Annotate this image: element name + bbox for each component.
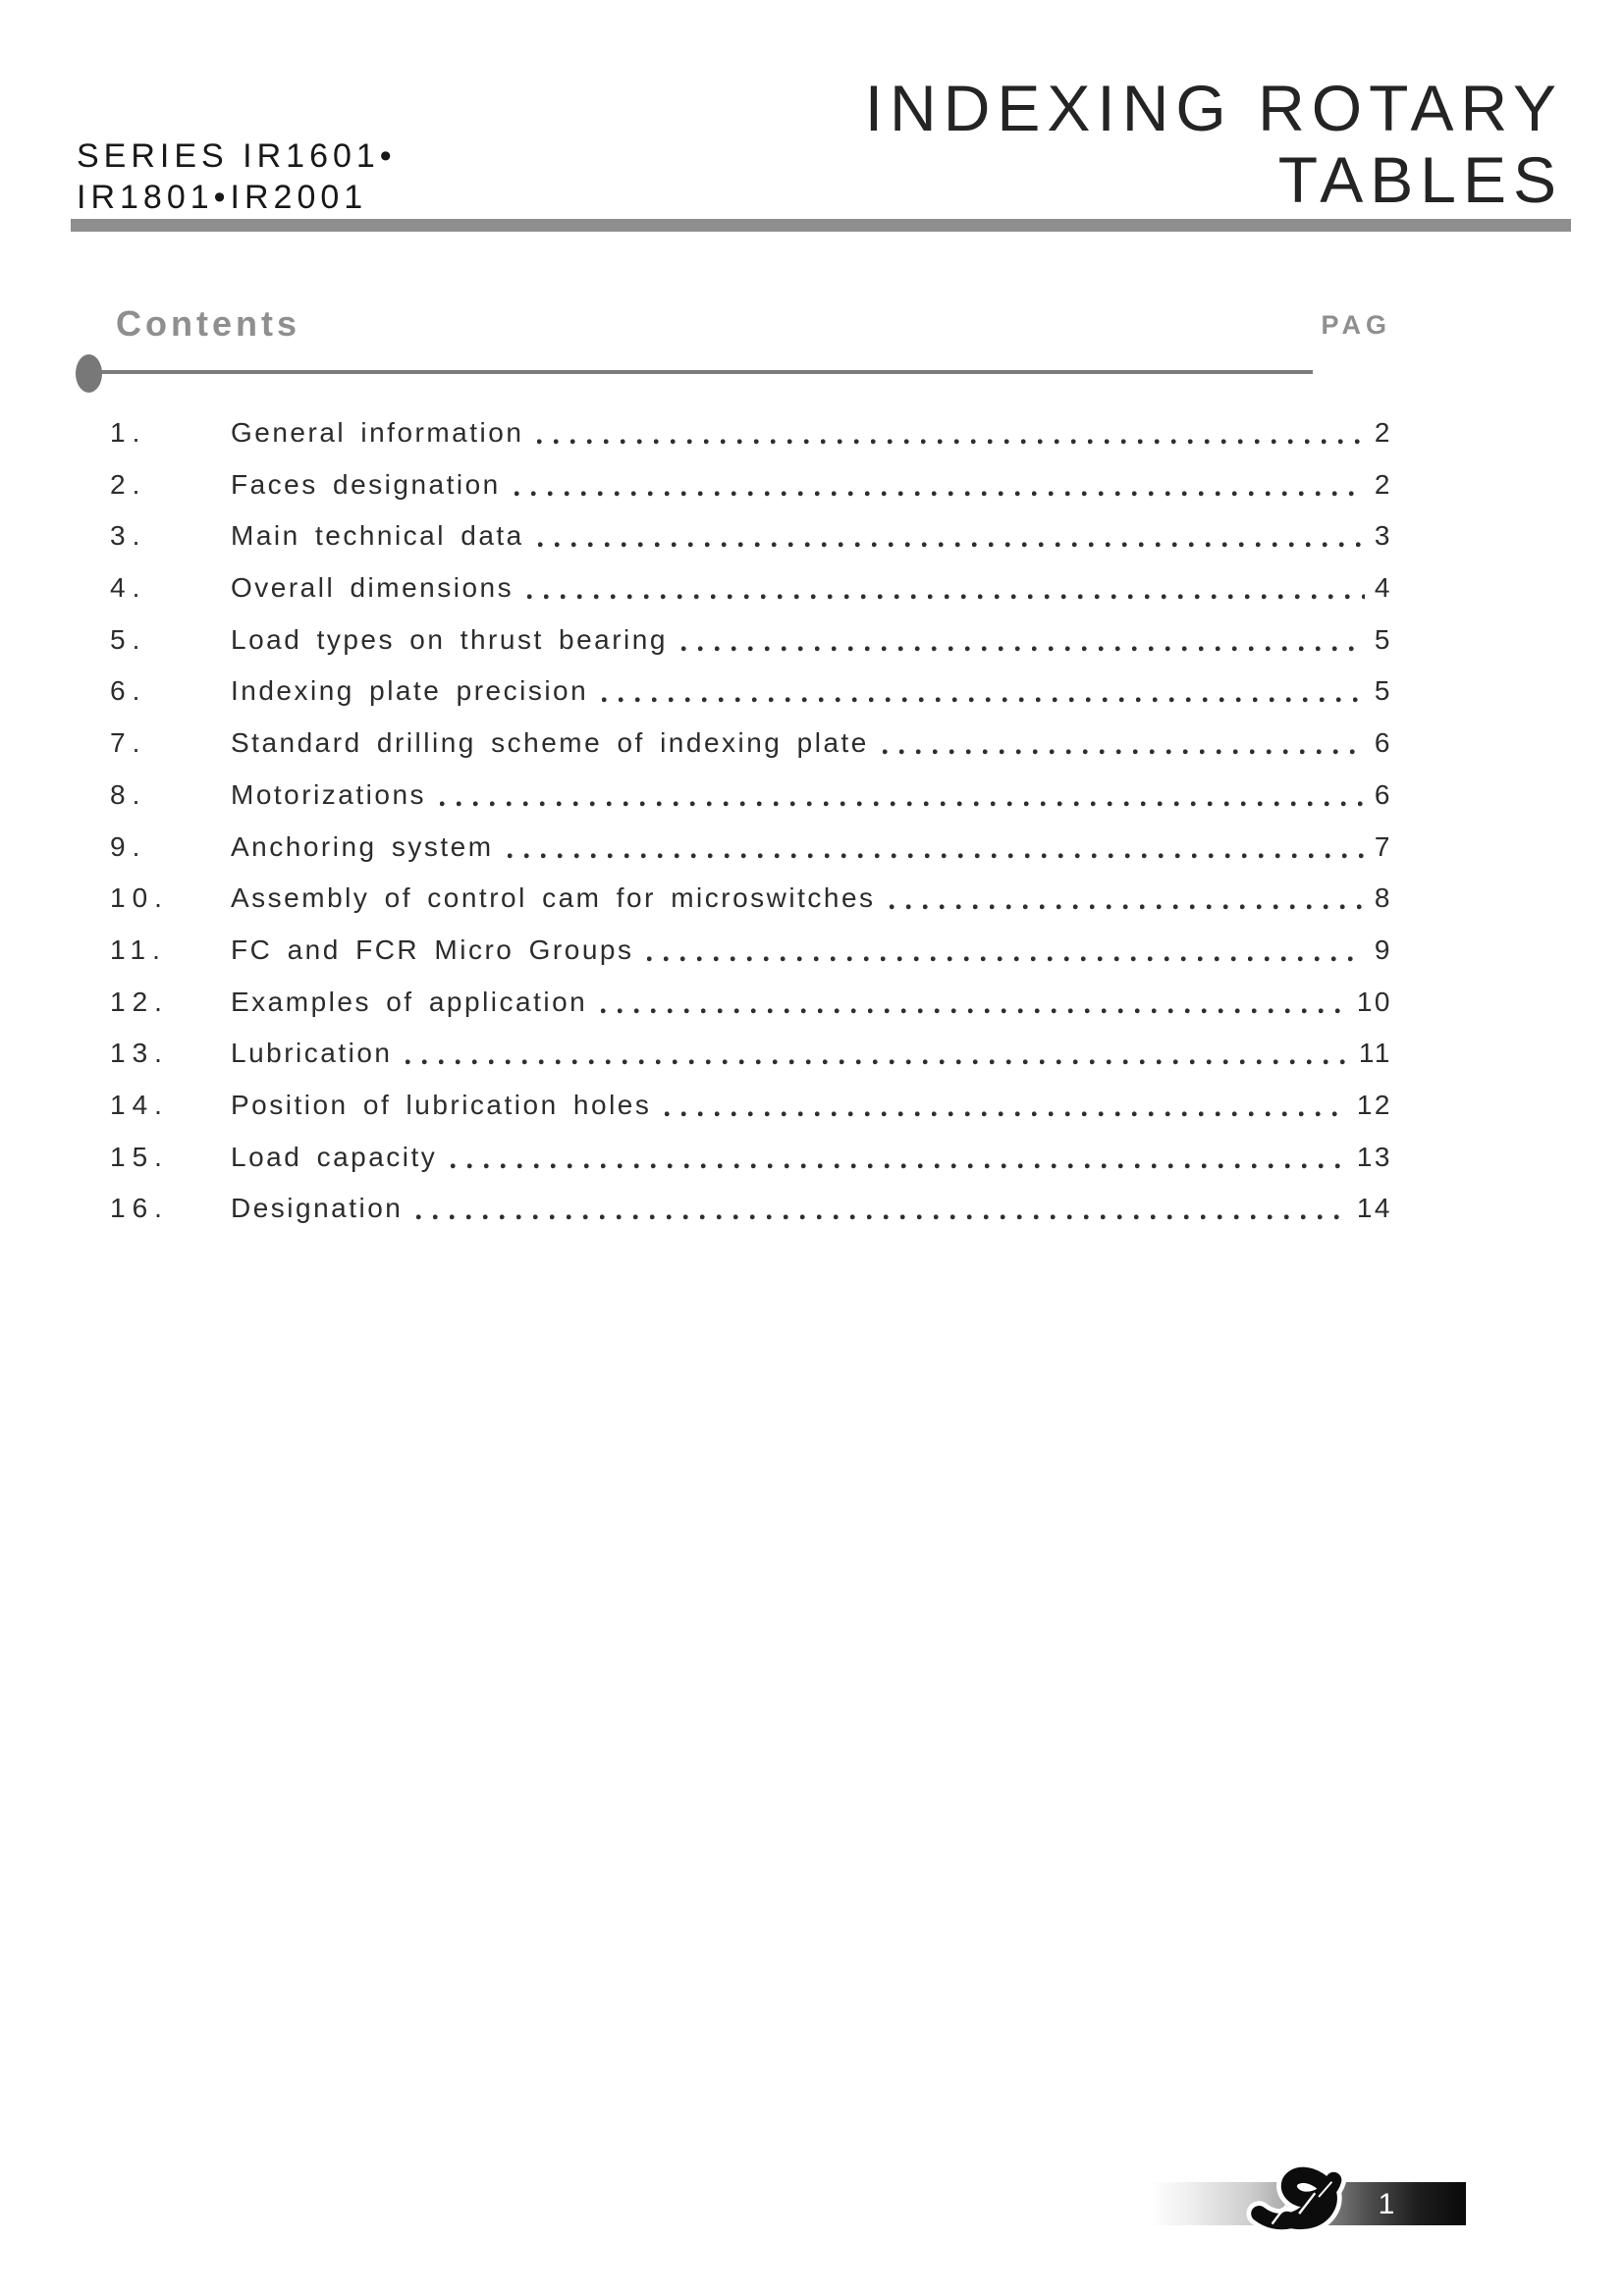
page-title <box>865 73 1563 216</box>
toc-item-title: Overall dimensions <box>231 572 514 604</box>
toc-item-title: Standard drilling scheme of indexing plate <box>231 727 869 759</box>
dot-leader <box>665 1111 1346 1117</box>
dot-leader <box>527 594 1365 600</box>
toc-item-page: 12 <box>1356 1089 1392 1120</box>
toc-row <box>110 1192 1392 1224</box>
dot-leader <box>537 439 1365 445</box>
table-of-contents <box>110 416 1392 1244</box>
header-divider-bar <box>71 219 1571 232</box>
toc-row <box>110 778 1392 811</box>
toc-row <box>110 623 1392 656</box>
contents-divider-line <box>88 370 1313 374</box>
toc-item-title: Assembly of control cam for microswitches <box>231 882 876 914</box>
toc-row <box>110 571 1392 604</box>
dot-leader <box>602 697 1365 703</box>
dot-leader <box>416 1214 1346 1220</box>
dot-leader <box>601 1008 1347 1014</box>
series-line-1: SERIES IR1601• <box>77 137 397 175</box>
toc-item-number: 2. <box>110 468 147 500</box>
toc-item-title: Lubrication <box>231 1038 393 1069</box>
toc-item-page: 3 <box>1374 520 1392 552</box>
dot-leader <box>451 1163 1347 1169</box>
toc-item-title: Motorizations <box>231 778 427 810</box>
toc-row <box>110 934 1392 966</box>
toc-row <box>110 1037 1392 1069</box>
page-title-line-1: INDEXING ROTARY <box>864 72 1563 144</box>
dot-leader <box>508 853 1365 859</box>
dot-leader <box>440 801 1365 807</box>
toc-item-number: 16. <box>110 1193 169 1224</box>
toc-row <box>110 468 1392 501</box>
toc-item-number: 1. <box>110 417 147 448</box>
toc-item-page: 2 <box>1374 468 1392 500</box>
dot-leader <box>883 749 1365 755</box>
toc-row <box>110 1141 1392 1173</box>
toc-row <box>110 726 1392 759</box>
toc-item-number: 7. <box>110 727 147 759</box>
toc-item-number: 9. <box>110 830 147 862</box>
toc-row <box>110 986 1392 1018</box>
footer-page-number: 1 <box>1378 2188 1395 2220</box>
toc-item-page: 5 <box>1374 623 1392 655</box>
toc-item-title: Main technical data <box>231 520 524 552</box>
toc-item-page: 8 <box>1374 882 1392 914</box>
toc-item-page: 6 <box>1374 727 1392 759</box>
toc-item-title: Load types on thrust bearing <box>231 623 668 655</box>
page-title-line-2: TABLES <box>1277 143 1563 216</box>
toc-item-number: 15. <box>110 1141 169 1172</box>
toc-row <box>110 830 1392 863</box>
toc-row <box>110 881 1392 914</box>
toc-item-page: 10 <box>1356 986 1392 1017</box>
toc-item-page: 7 <box>1374 830 1392 862</box>
toc-item-page: 6 <box>1374 778 1392 810</box>
dot-leader <box>514 491 1365 497</box>
toc-item-title: General information <box>231 417 524 448</box>
toc-item-number: 13. <box>110 1038 169 1069</box>
toc-item-number: 12. <box>110 986 169 1017</box>
toc-row <box>110 519 1392 552</box>
contents-divider-dot <box>76 354 102 393</box>
toc-row <box>110 674 1392 707</box>
toc-item-title: Indexing plate precision <box>231 675 589 707</box>
toc-item-page: 2 <box>1374 417 1392 448</box>
toc-item-title: Examples of application <box>231 986 588 1017</box>
toc-item-number: 11. <box>110 934 167 965</box>
toc-item-page: 9 <box>1374 934 1392 965</box>
toc-item-number: 8. <box>110 778 147 810</box>
toc-item-number: 3. <box>110 520 147 552</box>
toc-item-number: 14. <box>110 1089 169 1120</box>
toc-item-title: Anchoring system <box>231 830 494 862</box>
toc-row <box>110 416 1392 449</box>
dot-leader <box>647 956 1364 962</box>
toc-item-title: Designation <box>231 1193 404 1224</box>
toc-item-page: 13 <box>1356 1141 1392 1172</box>
dot-leader <box>406 1059 1348 1065</box>
toc-item-page: 5 <box>1374 675 1392 707</box>
toc-row <box>110 1089 1392 1121</box>
toc-item-title: FC and FCR Micro Groups <box>231 934 634 965</box>
toc-item-page: 14 <box>1356 1193 1392 1224</box>
page-column-label: PAG <box>1321 310 1391 340</box>
toc-item-number: 6. <box>110 675 147 707</box>
knot-logo-icon <box>1243 2160 1361 2234</box>
toc-item-number: 5. <box>110 623 147 655</box>
toc-item-page: 4 <box>1374 572 1392 604</box>
toc-item-title: Faces designation <box>231 468 501 500</box>
toc-item-title: Position of lubrication holes <box>231 1089 652 1120</box>
toc-item-title: Load capacity <box>231 1141 438 1172</box>
toc-item-page: 11 <box>1358 1038 1392 1069</box>
dot-leader <box>681 646 1365 652</box>
contents-heading: Contents <box>116 303 300 344</box>
series-line-2: IR1801•IR2001 <box>77 179 368 216</box>
dot-leader <box>890 904 1365 910</box>
toc-item-number: 10. <box>110 882 169 914</box>
dot-leader <box>538 542 1365 548</box>
toc-item-number: 4. <box>110 572 147 604</box>
series-label <box>77 135 397 218</box>
